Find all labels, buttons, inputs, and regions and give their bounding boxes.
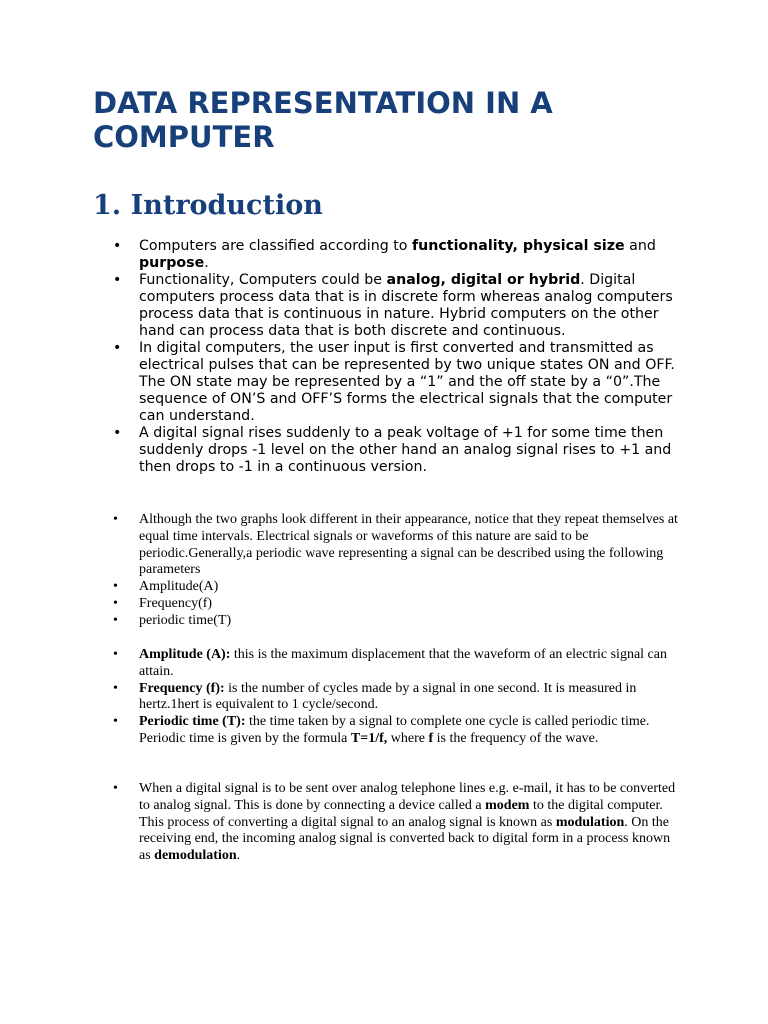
body-text: this is the maximum displacement that the waveform of an electric signal can attain. — [139, 647, 667, 679]
list-item — [0, 781, 679, 865]
list-item — [0, 238, 679, 272]
list-item — [0, 579, 679, 596]
bold-text: Amplitude (A): — [139, 647, 231, 662]
bullet-icon: • — [113, 272, 122, 288]
body-text: where — [387, 730, 429, 746]
bold-text: Frequency (f): — [139, 680, 225, 696]
bullet-icon: • — [113, 680, 118, 696]
body-text: . — [236, 848, 241, 864]
body-text: to the digital computer. This process of converting a digital signal to an analog signal is known as — [139, 797, 663, 830]
bold-text: demodulation — [154, 848, 237, 864]
bold-text: modem — [485, 797, 530, 813]
body-text: In digital computers, the user input is first converted and transmitted as electrical pulses that can be represented by two unique states ON and OFF. The ON state may be represented by a “1” and the off state by a “0”.The sequence of ON’S and OFF’S forms the electrical signals that the computer can understand. — [139, 340, 675, 424]
bullet-icon: • — [113, 714, 118, 730]
bullet-icon: • — [113, 512, 118, 527]
body-text: periodic time(T) — [139, 612, 232, 628]
bold-text: functionality, physical size — [412, 238, 625, 254]
bold-text: analog, digital or hybrid — [386, 272, 581, 288]
bold-text: purpose — [139, 255, 205, 271]
bullet-icon: • — [113, 612, 118, 628]
list-item — [0, 340, 679, 425]
list-item — [0, 647, 679, 681]
list-item — [0, 681, 679, 715]
body-text: the time taken by a signal to complete one cycle is called periodic time. Periodic time is given by the formula — [139, 714, 650, 746]
intro-bullet-list — [0, 238, 679, 476]
bold-text: f — [428, 730, 434, 746]
bullet-icon: • — [113, 781, 118, 796]
body-text: and — [624, 238, 656, 254]
bold-text: T=1/f, — [350, 730, 388, 746]
document-title: DATA REPRESENTATION IN A COMPUTER — [93, 86, 553, 154]
section-heading: 1. Introduction — [93, 190, 323, 221]
body-text: Computers are classified according to — [139, 238, 412, 254]
bullet-icon: • — [113, 238, 122, 254]
list-item — [0, 596, 679, 613]
list-item — [0, 425, 679, 476]
bullet-icon: • — [113, 425, 122, 441]
bullet-icon: • — [113, 595, 118, 611]
body-text: is the frequency of the wave. — [433, 730, 599, 746]
list-item — [0, 714, 679, 748]
body-text: . — [204, 255, 209, 271]
bold-text: Periodic time (T): — [139, 714, 246, 730]
body-text: Amplitude(A) — [139, 579, 219, 595]
body-text: is the number of cycles made by a signal in one second. It is measured in hertz.1hert is equivalent to 1 cycle/second. — [139, 680, 637, 713]
list-item — [0, 512, 679, 579]
bullet-icon: • — [113, 647, 118, 662]
periodic-bullet-list — [0, 512, 679, 630]
bullet-icon: • — [113, 579, 118, 595]
body-text: Frequency(f) — [139, 595, 213, 611]
body-text: When a digital signal is to be sent over analog telephone lines e.g. e-mail, it has to be converted to analog signal. This is done by connecting a device called a — [139, 781, 676, 813]
modulation-bullet-list — [0, 781, 679, 865]
parameter-definitions-list — [0, 647, 679, 748]
body-text: Functionality, Computers could be — [139, 272, 387, 288]
bold-text: modulation — [555, 814, 625, 830]
bullet-icon: • — [113, 340, 122, 356]
body-text: Although the two graphs look different in their appearance, notice that they repeat themselves at equal time intervals. Electrical signals or waveforms of this nature are said to be periodic.Generally,a periodic wave representing a signal can be described using the following parameters — [139, 512, 678, 578]
body-text: . Digital computers process data that is in discrete form whereas analog computers process data that is continuous in nature. Hybrid computers on the other hand can process data that is both discrete and continuous. — [139, 272, 673, 339]
list-item — [0, 613, 679, 630]
body-text: A digital signal rises suddenly to a peak voltage of +1 for some time then suddenly drops -1 level on the other hand an analog signal rises to +1 and then drops to -1 in a continuous version. — [139, 425, 672, 475]
body-text: . On the receiving end, the incoming analog signal is converted back to digital form in a process known as — [139, 814, 671, 864]
list-item — [0, 272, 679, 340]
